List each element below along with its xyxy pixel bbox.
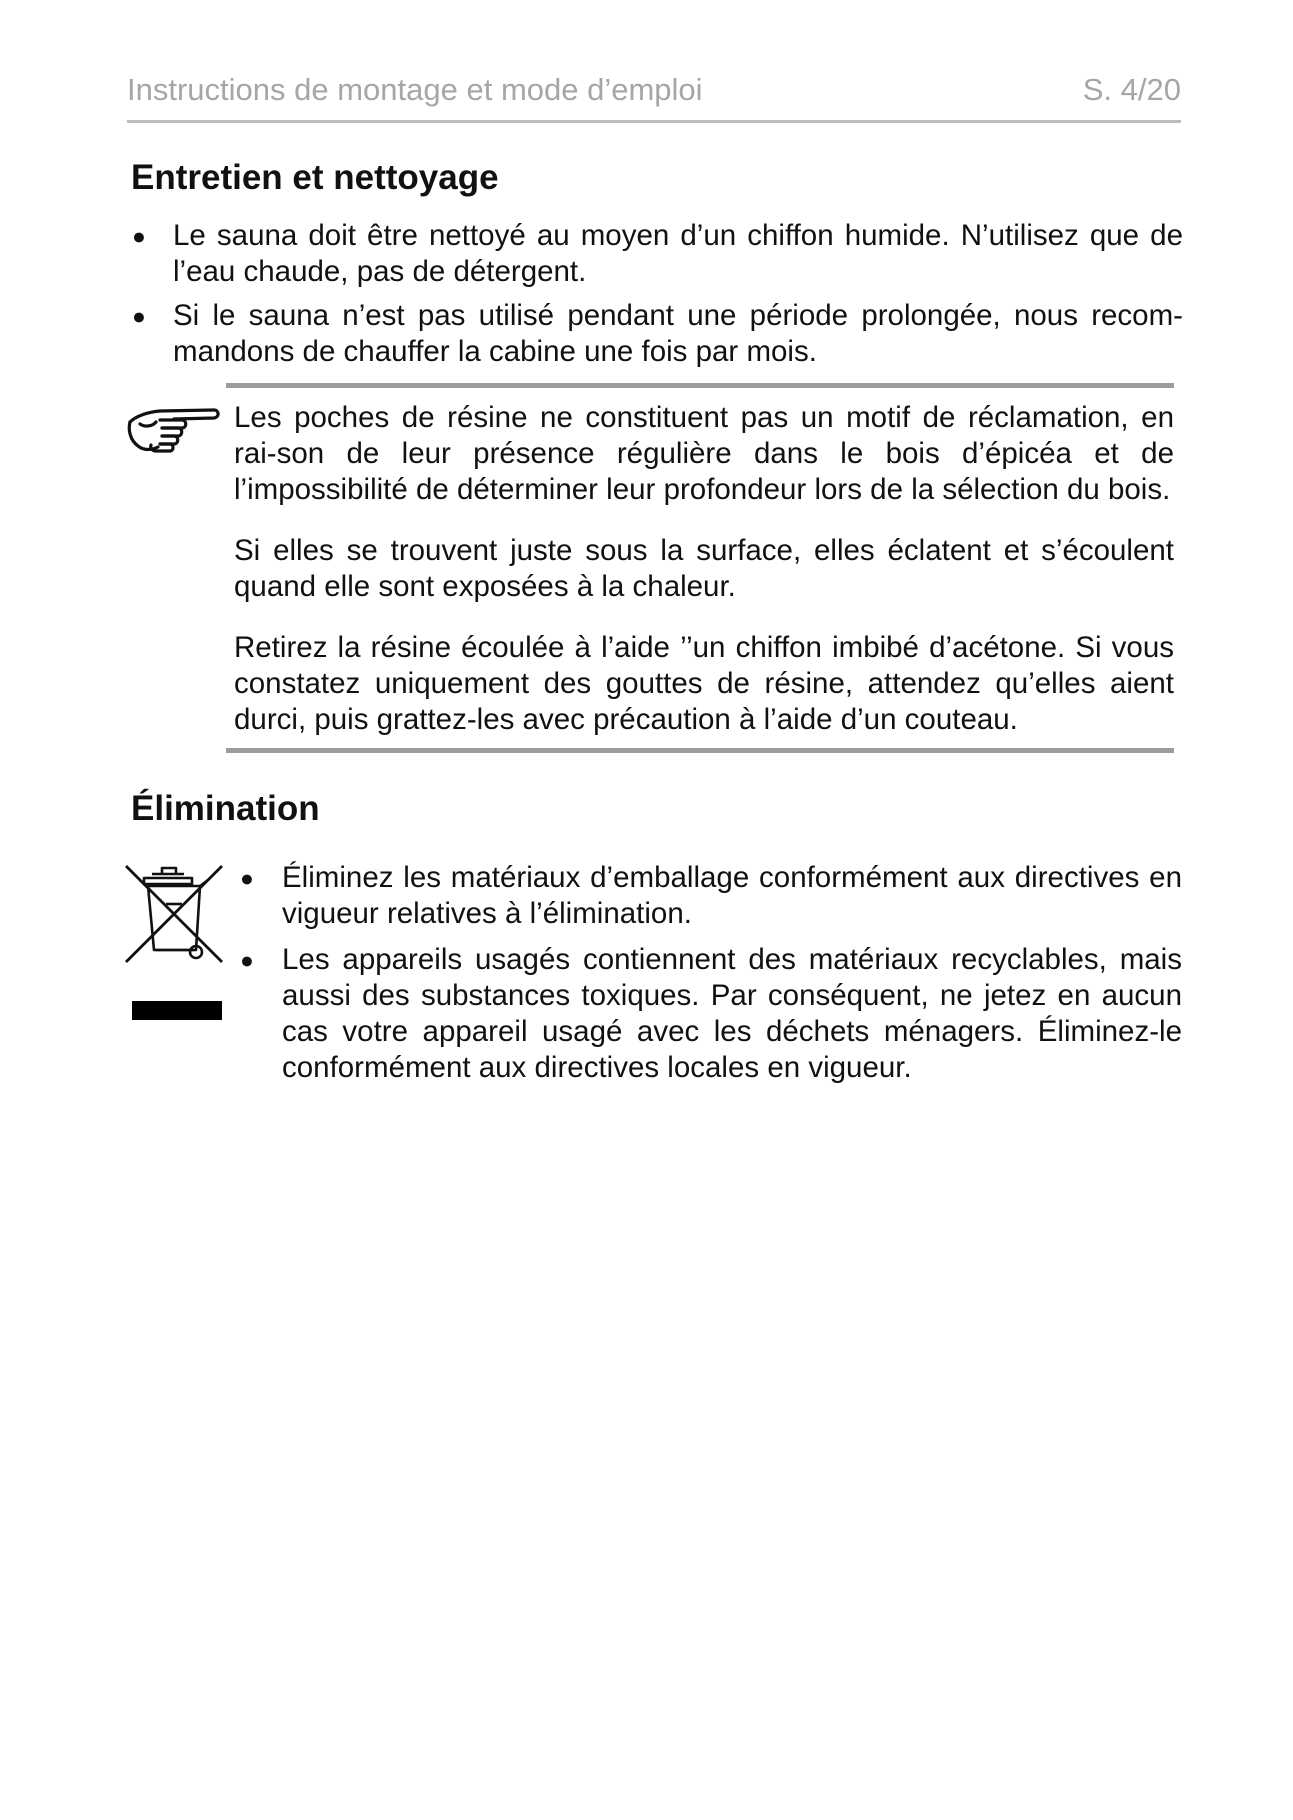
document-title: Instructions de montage et mode d’emploi bbox=[127, 72, 703, 107]
bullet-icon: ● bbox=[240, 947, 254, 973]
list-item bbox=[240, 942, 1182, 1086]
list-item-text: Le sauna doit être nettoyé au moyen d’un chiffon humide. N’utilisez que de l’eau chaude, pas de détergent. bbox=[173, 219, 1183, 288]
note-paragraph: Si elles se trouvent juste sous la surface, elles éclatent et s’écoulent quand elle sont exposées à la chaleur. bbox=[234, 534, 1174, 603]
list-item-text: Si le sauna n’est pas utilisé pendant une période prolongée, nous recom-mandons de chauffer la cabine une fois par mois. bbox=[173, 299, 1183, 368]
note-paragraph: Les poches de résine ne constituent pas un motif de réclamation, en rai-son de leur présence régulière dans le bois d’épicéa et de l’impossibilité de déterminer leur profondeur lors de la sélection du bois. bbox=[234, 401, 1174, 506]
bullet-icon: ● bbox=[240, 865, 254, 891]
maintenance-list bbox=[131, 218, 1183, 378]
list-item-text: Éliminez les matériaux d’emballage conformément aux directives en vigueur relatives à l’élimination. bbox=[282, 861, 1182, 930]
pointing-hand-icon bbox=[126, 400, 222, 458]
list-item bbox=[131, 218, 1183, 290]
page-number: S. 4/20 bbox=[1082, 72, 1181, 107]
section-title-maintenance: Entretien et nettoyage bbox=[131, 158, 499, 197]
note-box bbox=[226, 383, 1174, 753]
list-item bbox=[131, 298, 1183, 370]
page-header bbox=[127, 70, 1181, 123]
note-paragraph: Retirez la résine écoulée à l’aide ’’un chiffon imbibé d’acétone. Si vous constatez uniquement des gouttes de résine, attendez qu’elles aient durci, puis grattez-les avec précaution à l’aide d’un couteau. bbox=[234, 631, 1174, 736]
bullet-icon: ● bbox=[132, 303, 146, 329]
disposal-list bbox=[240, 860, 1182, 1096]
bullet-icon: ● bbox=[132, 223, 146, 249]
section-title-disposal: Élimination bbox=[131, 789, 320, 828]
list-item-text: Les appareils usagés contiennent des matériaux recyclables, mais aussi des substances toxiques. Par conséquent, ne jetez en aucun cas votre appareil usagé avec les déchets ménagers. Éliminez-le conformément aux directives locales en vigueur. bbox=[282, 943, 1182, 1084]
list-item bbox=[240, 860, 1182, 932]
crossed-out-wheelie-bin-icon bbox=[122, 860, 232, 1028]
